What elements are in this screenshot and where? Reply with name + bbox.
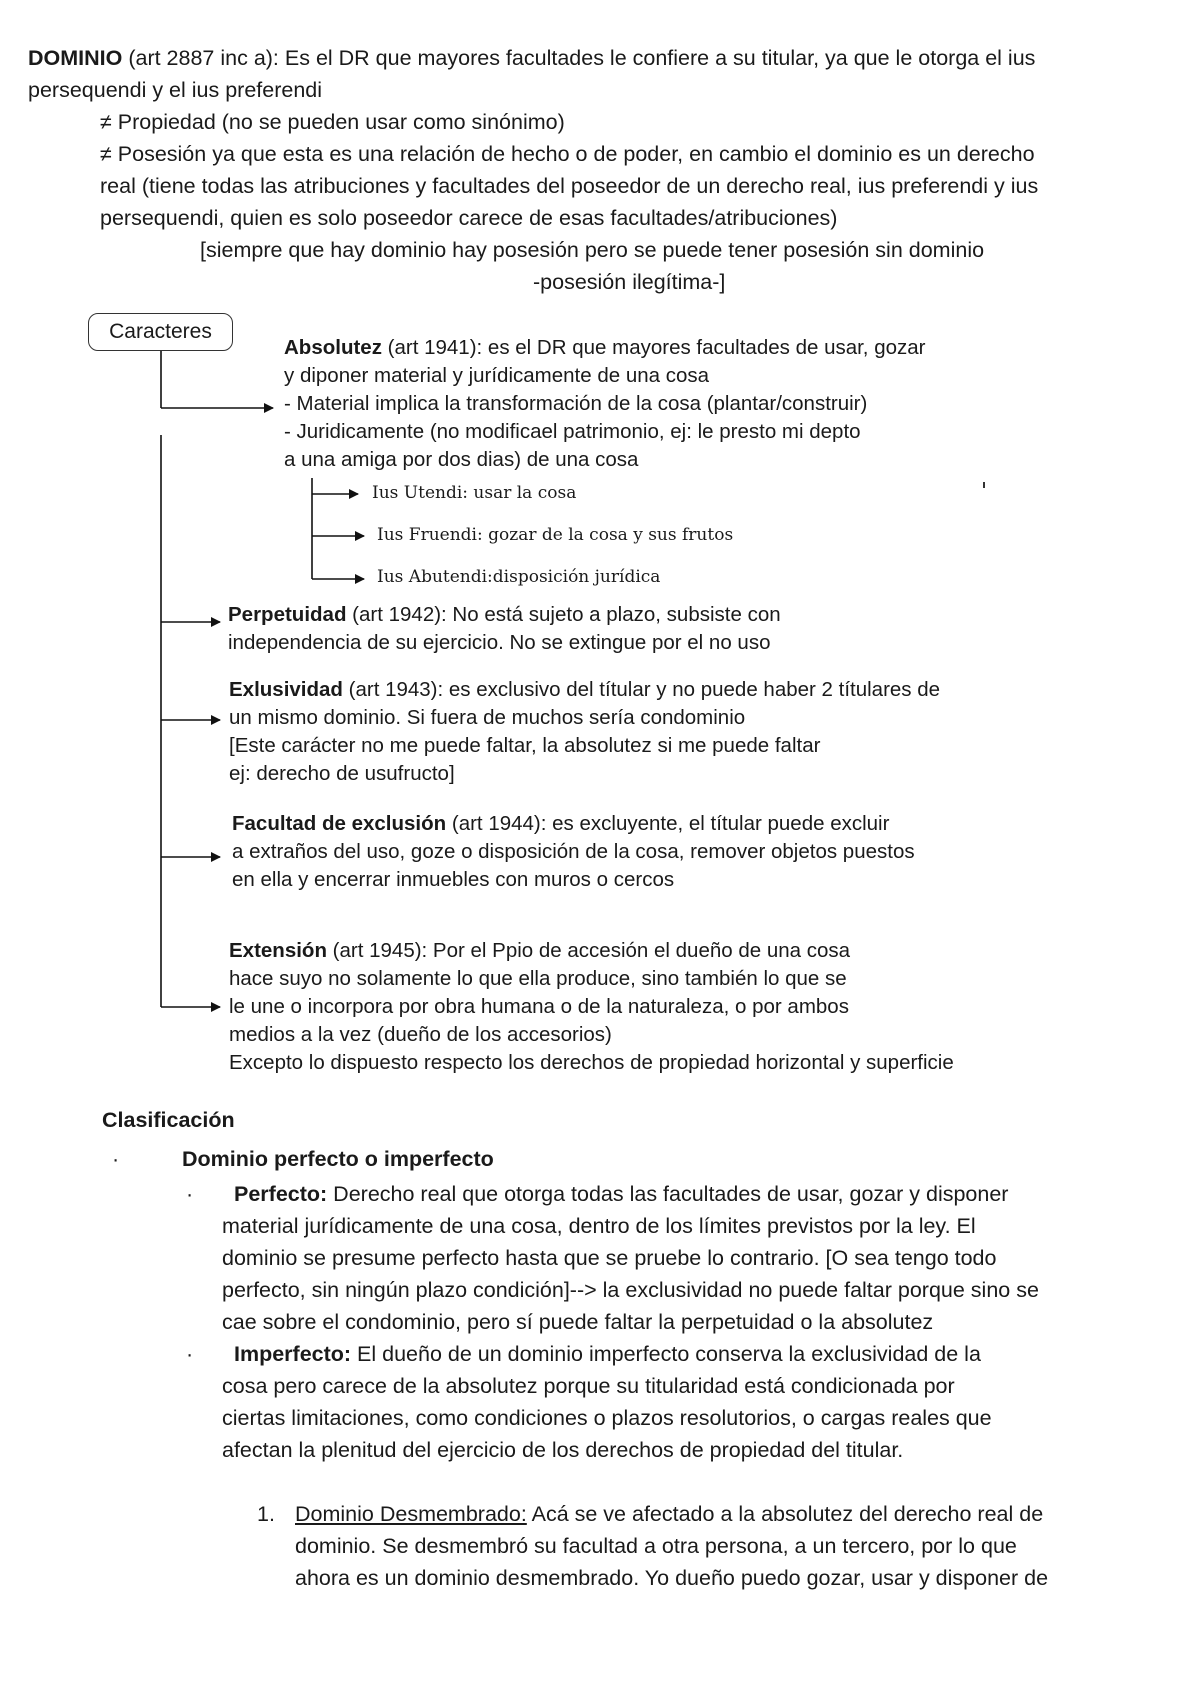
imperfecto-line-4: afectan la plenitud del ejercicio de los derechos de propiedad del titular.	[222, 1438, 904, 1462]
perfecto-label: Perfecto:	[234, 1182, 328, 1206]
extension-title: Extensión	[229, 939, 327, 962]
absolutez-line-3: - Material implica la transformación de la cosa (plantar/construir)	[284, 392, 868, 415]
desmembrado-label: Dominio Desmembrado:	[295, 1502, 527, 1526]
absolutez-line-2: y diponer material y jurídicamente de una cosa	[284, 364, 710, 387]
exclusividad-line-3: [Este carácter no me puede faltar, la absolutez si me puede faltar	[229, 734, 821, 757]
list-number: 1.	[257, 1502, 275, 1526]
extension-line-2: hace suyo no solamente lo que ella produce, sino también lo que se	[229, 967, 847, 990]
note-line-1: [siempre que hay dominio hay posesión pero se puede tener posesión sin dominio	[200, 238, 985, 262]
perpetuidad-line-2: independencia de su ejercicio. No se extingue por el no uso	[228, 631, 771, 654]
ius-fruendi: Ius Fruendi: gozar de la cosa y sus frutos	[377, 525, 734, 545]
note-line-2: -posesión ilegítima-]	[533, 270, 726, 294]
absolutez-title: Absolutez	[284, 336, 382, 359]
extension-line-4: medios a la vez (dueño de los accesorios)	[229, 1023, 612, 1046]
exclusion-line-3: en ella y encerrar inmuebles con muros o cercos	[232, 868, 675, 891]
imperfecto-line-2: cosa pero carece de la absolutez porque su titularidad está condicionada por	[222, 1374, 955, 1398]
desmembrado-line-2: dominio. Se desmembró su facultad a otra persona, a un tercero, por lo que	[295, 1534, 1017, 1558]
exclusion-line-1: Facultad de exclusión (art 1944): es excluyente, el títular puede excluir	[232, 812, 890, 835]
exclusividad-line-1: Exlusividad (art 1943): es exclusivo del títular y no puede haber 2 títulares de	[229, 678, 941, 701]
imperfecto-line-3: ciertas limitaciones, como condiciones o plazos resolutorios, o cargas reales que	[222, 1406, 992, 1430]
extension-line-1: Extensión (art 1945): Por el Ppio de accesión el dueño de una cosa	[229, 939, 851, 962]
dominio-perfecto-imperfecto: Dominio perfecto o imperfecto	[182, 1147, 494, 1171]
bullet: ·	[186, 1342, 194, 1366]
perfecto-line-3: dominio se presume perfecto hasta que se pruebe lo contrario. [O sea tengo todo	[222, 1246, 997, 1270]
desmembrado-line-1: Dominio Desmembrado: Acá se ve afectado a la absolutez del derecho real de	[295, 1502, 1044, 1526]
neq-propiedad: ≠ Propiedad (no se pueden usar como sinónimo)	[100, 110, 565, 134]
perpetuidad-title: Perpetuidad	[228, 603, 347, 626]
imperfecto-label: Imperfecto:	[234, 1342, 352, 1366]
intro-line-2: persequendi y el ius preferendi	[28, 78, 323, 102]
absolutez-line-4: - Juridicamente (no modificael patrimonio, ej: le presto mi depto	[284, 420, 861, 443]
exclusividad-title: Exlusividad	[229, 678, 343, 701]
exclusion-title: Facultad de exclusión	[232, 812, 447, 835]
exclusividad-line-2: un mismo dominio. Si fuera de muchos sería condominio	[229, 706, 746, 729]
ius-utendi: Ius Utendi: usar la cosa	[372, 483, 577, 503]
bullet: ·	[186, 1182, 194, 1206]
imperfecto-line-1: Imperfecto: El dueño de un dominio imperfecto conserva la exclusividad de la	[234, 1342, 981, 1366]
neq-posesion-1: ≠ Posesión ya que esta es una relación de hecho o de poder, en cambio el dominio es un derecho	[100, 142, 1035, 166]
exclusividad-line-4: ej: derecho de usufructo]	[229, 762, 455, 785]
dominio-term: DOMINIO	[28, 46, 123, 70]
neq-posesion-3: persequendi, quien es solo poseedor carece de esas facultades/atribuciones)	[100, 206, 838, 230]
ius-abutendi: Ius Abutendi:disposición jurídica	[377, 567, 661, 587]
perfecto-line-1: Perfecto: Derecho real que otorga todas las facultades de usar, gozar y disponer	[234, 1182, 1009, 1206]
perfecto-line-2: material jurídicamente de una cosa, dentro de los límites previstos por la ley. El	[222, 1214, 976, 1238]
extension-line-3: le une o incorpora por obra humana o de la naturaleza, o por ambos	[229, 995, 849, 1018]
caracteres-box: Caracteres	[88, 313, 233, 351]
perpetuidad-line-1: Perpetuidad (art 1942): No está sujeto a plazo, subsiste con	[228, 603, 781, 626]
clasificacion-heading: Clasificación	[102, 1108, 235, 1132]
absolutez-line-5: a una amiga por dos dias) de una cosa	[284, 448, 639, 471]
exclusion-line-2: a extraños del uso, goze o disposición de la cosa, remover objetos puestos	[232, 840, 915, 863]
desmembrado-line-3: ahora es un dominio desmembrado. Yo dueño puedo gozar, usar y disponer de	[295, 1566, 1049, 1590]
stray-mark	[983, 482, 985, 488]
perfecto-line-5: cae sobre el condominio, pero sí puede faltar la perpetuidad o la absolutez	[222, 1310, 934, 1334]
absolutez-line-1: Absolutez (art 1941): es el DR que mayores facultades de usar, gozar	[284, 336, 926, 359]
bullet: ·	[112, 1147, 120, 1171]
perfecto-line-4: perfecto, sin ningún plazo condición]--> la exclusividad no puede faltar porque sino se	[222, 1278, 1039, 1302]
neq-posesion-2: real (tiene todas las atribuciones y facultades del poseedor de un derecho real, ius preferendi y ius	[100, 174, 1039, 198]
intro-line-1: DOMINIO (art 2887 inc a): Es el DR que mayores facultades le confiere a su titular, ya que le otorga el ius	[28, 46, 1036, 70]
extension-line-5: Excepto lo dispuesto respecto los derechos de propiedad horizontal y superficie	[229, 1051, 954, 1074]
